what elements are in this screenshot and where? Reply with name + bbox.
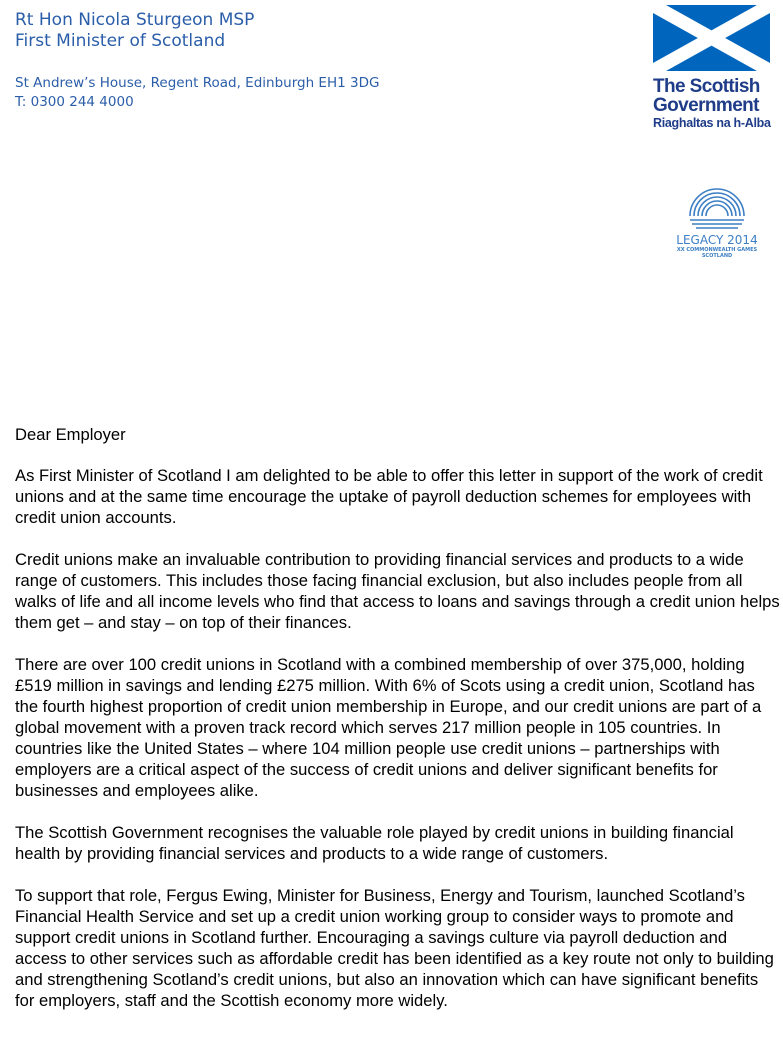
paragraph: As First Minister of Scotland I am delighted to be able to offer this letter in support of the work of credit unions and at the same time encourage the uptake of payroll deduction schemes for employees with credit union accounts. <box>15 466 763 527</box>
government-wordmark-gaelic: Riaghaltas na h-Alba <box>653 116 771 130</box>
government-wordmark <box>653 77 773 131</box>
sender-address: St Andrew’s House, Regent Road, Edinburgh EH1 3DG <box>15 75 380 91</box>
legacy-2014-logo <box>672 176 762 259</box>
legacy-country: SCOTLAND <box>701 253 733 259</box>
legacy-rings-icon <box>687 176 747 232</box>
sender-block <box>15 10 379 112</box>
salutation: Dear Employer <box>15 425 126 444</box>
legacy-title: LEGACY 2014 <box>676 233 758 247</box>
paragraph: Credit unions make an invaluable contribution to providing financial services and products to a wide range of customers. This includes those facing financial exclusion, but also includes people from all walks of life and all income levels who find that access to loans and savings through a credit union helps them get – and stay – on top of their finances. <box>15 550 780 632</box>
scottish-government-logo <box>653 5 773 131</box>
legacy-subtitle: XX COMMONWEALTH GAMES <box>676 247 758 253</box>
sender-phone: T: 0300 244 4000 <box>15 94 134 110</box>
paragraph: The Scottish Government recognises the valuable role played by credit unions in building financial health by providing financial services and products to a wide range of customers. <box>15 823 734 863</box>
sender-name: Rt Hon Nicola Sturgeon MSP <box>15 10 255 30</box>
letter-body <box>15 424 780 1032</box>
sender-role: First Minister of Scotland <box>15 31 226 51</box>
paragraph: To support that role, Fergus Ewing, Minister for Business, Energy and Tourism, launched Scotland’s Financial Health Service and set up a credit union working group to consider ways to promote and support credit unions in Scotland further. Encouraging a savings culture via payroll deduction and access to other services such as affordable credit has been identified as a key route not only to building and strengthening Scotland’s credit unions, but also an innovation which can have significant benefits for employers, staff and the Scottish economy more widely. <box>15 886 774 1010</box>
government-wordmark-line1: The Scottish <box>653 76 760 97</box>
paragraph: There are over 100 credit unions in Scotland with a combined membership of over 375,000, holding £519 million in savings and lending £275 million. With 6% of Scots using a credit union, Scotland has the fourth highest proportion of credit union membership in Europe, and our credit unions are part of a global movement with a proven track record which serves 217 million people in 105 countries. In countries like the United States – where 104 million people use credit unions – partnerships with employers are a critical aspect of the success of credit unions and deliver significant benefits for businesses and employees alike. <box>15 655 762 800</box>
government-wordmark-line2: Government <box>653 95 759 116</box>
saltire-flag-icon <box>653 5 770 71</box>
